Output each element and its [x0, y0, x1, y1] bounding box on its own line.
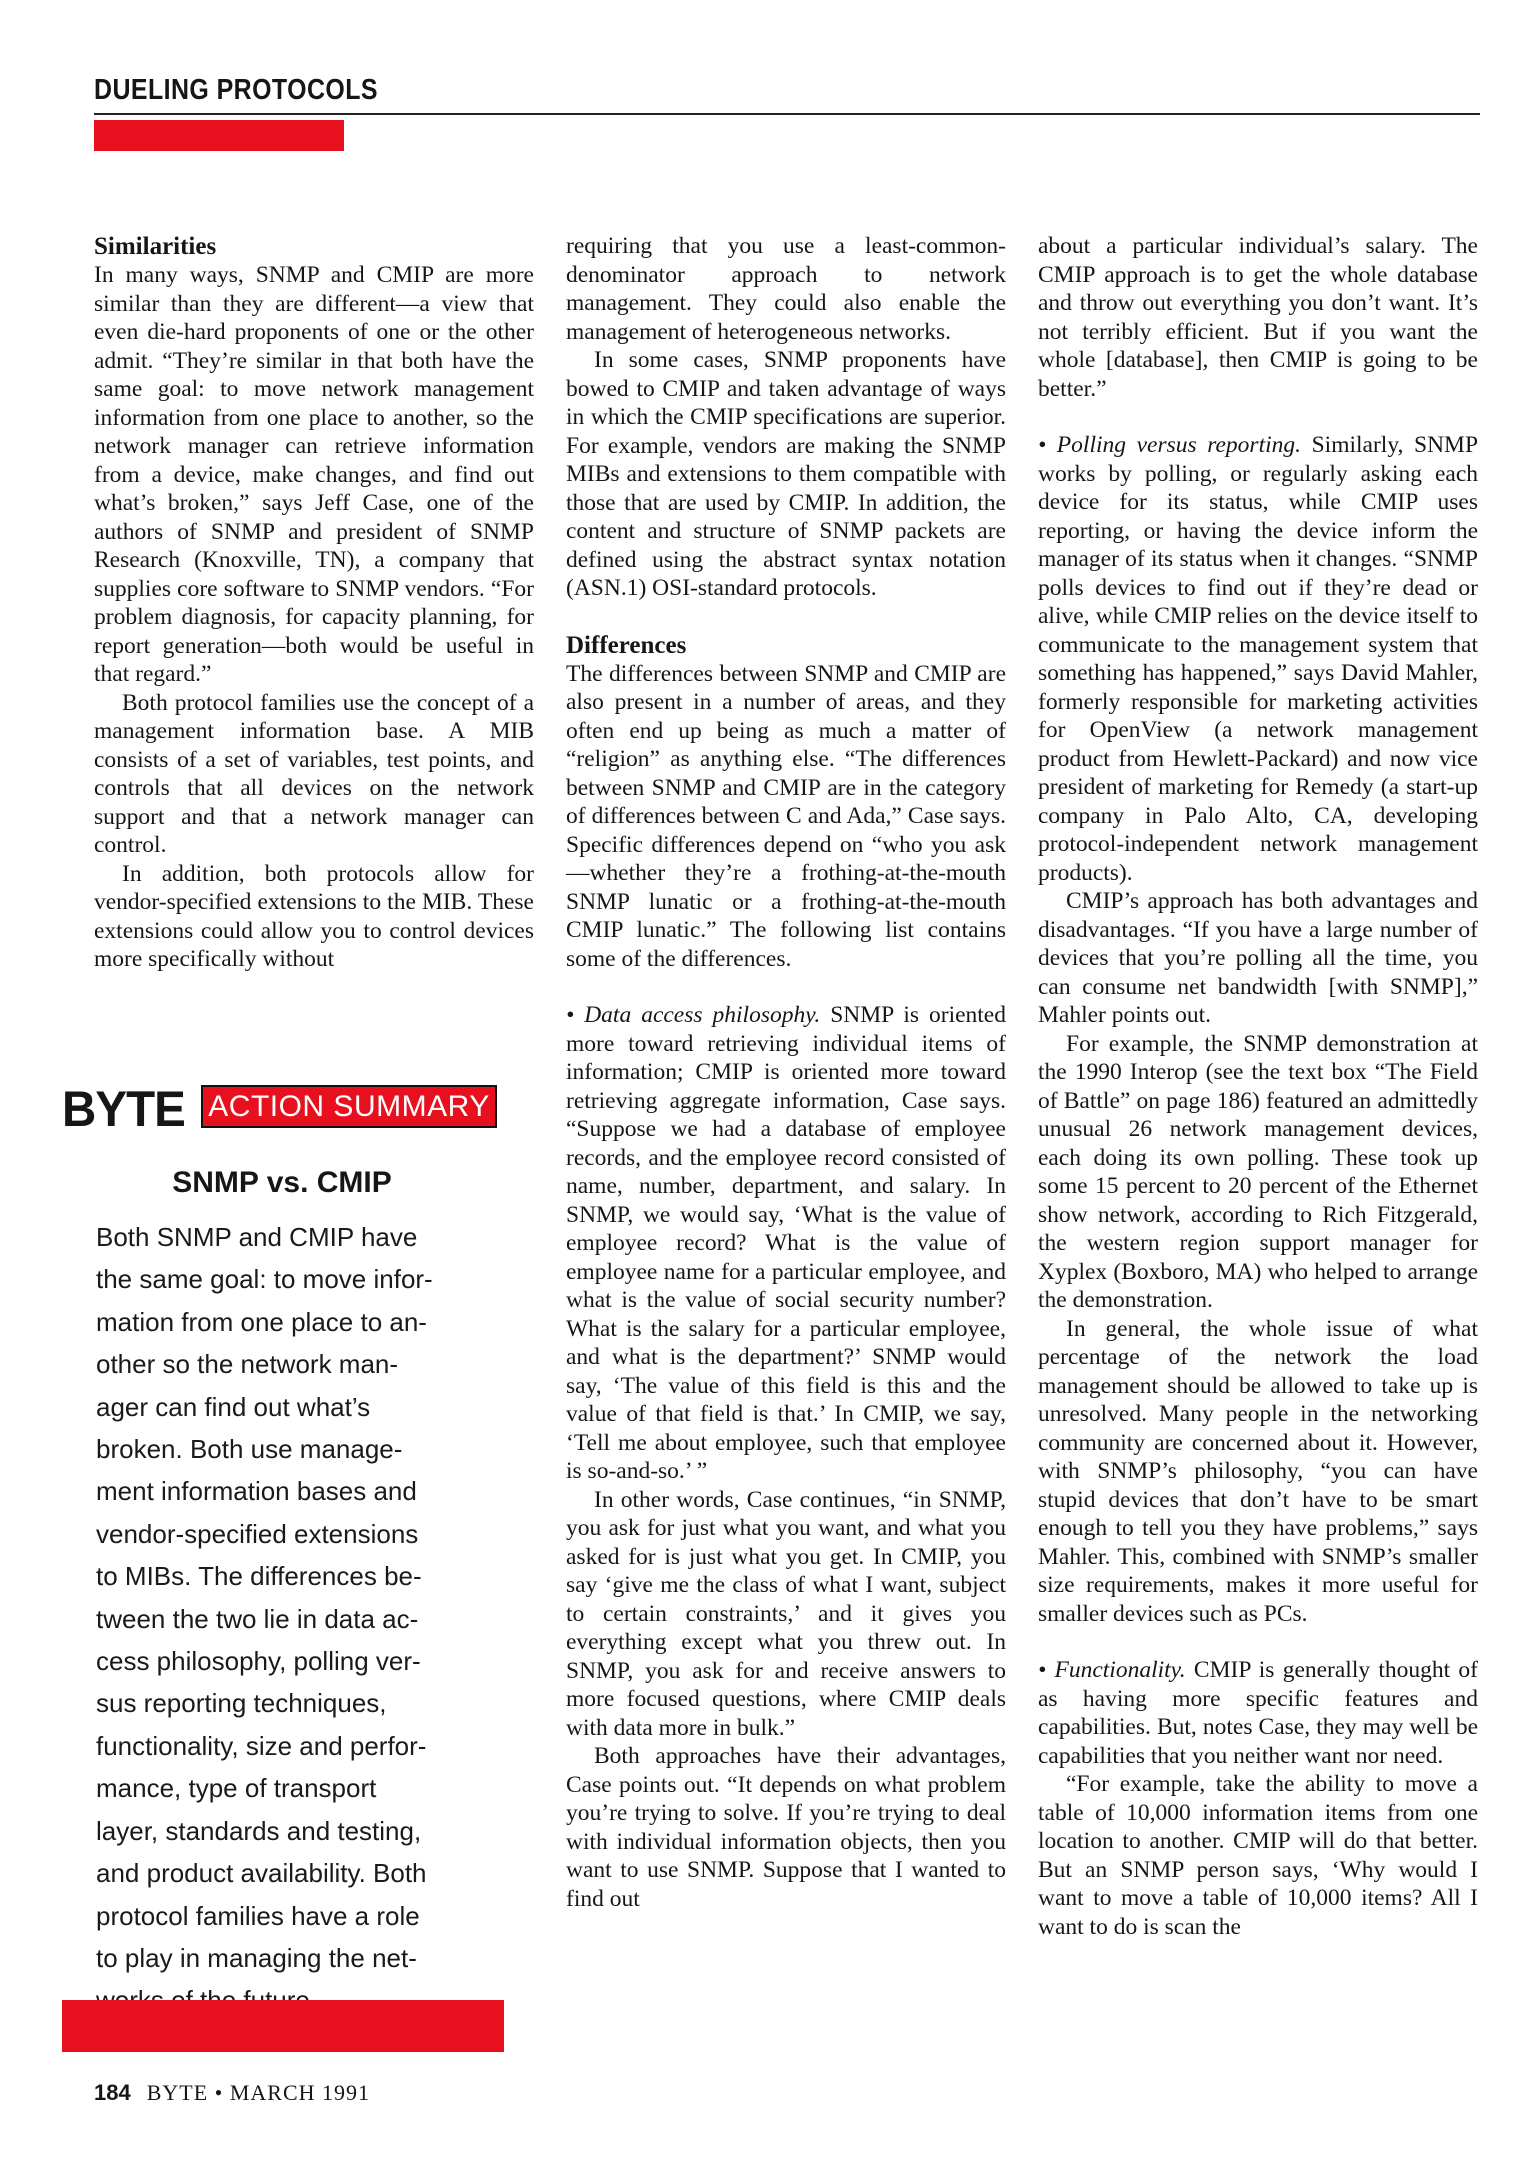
summary-line: other so the network man- [96, 1349, 399, 1380]
summary-line: ment information bases and [96, 1476, 417, 1507]
summary-line: ager can find out what’s [96, 1391, 371, 1422]
summary-line: protocol families have a role [96, 1900, 420, 1931]
paragraph: For example, the SNMP demonstration at the 1990 Interop (see the text box “The Field of Battle” on page 186) featured an admittedly unusual 26 network management devices, each doing its own polling. These took up some 15 percent to 20 percent of the Ethernet show network, according to Rich Fitzgerald, the western region support manager for Xyplex (Boxboro, MA) who helped to arrange the demonstration. [1038, 1030, 1478, 1313]
paragraph-text: Similarly, SNMP works by polling, or regularly asking each device for its status, while CMIP uses reporting, or having the device inform the manager of its status when it changes. “SNMP polls devices to find out if they’re dead or alive, while CMIP relies on the device itself to communicate to the management system that something has happened,” says David Mahler, formerly responsible for marketing activities for OpenView (a network management product from Hewlett-Packard) and now vice president of marketing for Remedy (a start-up company in Palo Alto, CA, developing protocol-independent network management products). [1038, 432, 1479, 886]
summary-line: to MIBs. The differences be- [96, 1561, 422, 1592]
footer-text: BYTE • MARCH 1991 [146, 2080, 371, 2105]
summary-line: vendor-specified extensions [96, 1518, 419, 1549]
paragraph: In other words, Case continues, “in SNMP, you ask for just what you want, and what you asked for is just what you get. In CMIP, you say ‘give me the class of what I want, subject to certain constraints,’ and it gives you everything except what you threw out. In SNMP, you ask for and receive answers to more focused questions, where CMIP deals with data more in bulk.” [566, 1486, 1006, 1741]
header-red-bar [94, 120, 344, 151]
summary-line: and product availability. Both [96, 1858, 427, 1889]
summary-line: functionality, size and perfor- [96, 1730, 427, 1761]
paragraph: requiring that you use a least-common-denominator approach to network management. They could also enable the management of heterogeneous networks. [566, 233, 1006, 345]
run-in-heading: • Polling versus reporting. [1038, 432, 1302, 458]
byte-logo: BYTE [62, 1081, 185, 1137]
run-in-heading: • Functionality. [1038, 1657, 1186, 1683]
summary-red-bar [62, 2000, 504, 2052]
paragraph-text: SNMP is oriented more toward retrieving individual items of information; CMIP is oriented more toward retrieving aggregate information, Case says. “Suppose we had a database of employee records, and the employee record consisted of name, number, department, and salary. In SNMP, we would say, ‘What is the value of employee record? What is the value of employee name for a particular employee, and what is the value of social security number? What is the salary for a particular employee, and what is the department?’ SNMP would say, ‘The value of this field is this and the value of that field is that.’ In CMIP, we say, ‘Tell me about employee, such that employee is so-and-so.’ ” [566, 1002, 1006, 1484]
paragraph: In some cases, SNMP proponents have bowed to CMIP and taken advantage of ways in which the CMIP specifications are superior. For example, vendors are making the SNMP MIBs and extensions to them compatible with those that are used by CMIP. In addition, the content and structure of SNMP packets are defined using the abstract syntax notation (ASN.1) OSI-standard protocols. [566, 347, 1006, 601]
summary-line: layer, standards and testing, [96, 1815, 422, 1846]
paragraph: In addition, both protocols allow for vendor-specified extensions to the MIB. These extensions could allow you to control devices more specifically without [94, 860, 534, 972]
paragraph-polling [1038, 431, 1478, 887]
summary-line: mance, type of transport [96, 1773, 377, 1804]
paragraph-functionality [1038, 1656, 1478, 1770]
paragraph: Both approaches have their advantages, Case points out. “It depends on what problem you’re trying to solve. If you’re trying to deal with individual information objects, then you want to use SNMP. Suppose that I wanted to find out [566, 1743, 1006, 1912]
paragraph: “For example, take the ability to move a table of 10,000 information items from one location to another. CMIP will do that better. But an SNMP person says, ‘Why would I want to move a table of 10,000 items? All I want to do is scan the [1038, 1771, 1478, 1940]
run-in-heading: • Data access philosophy. [566, 1002, 821, 1028]
paragraph: In general, the whole issue of what percentage of the network the load management should be allowed to take up is unresolved. Many people in the networking community are concerned about it. However, with SNMP’s philosophy, “you can have stupid devices that don’t have to be smart enough to tell you they have problems,” says Mahler. This, combined with SNMP’s smaller size requirements, makes it more useful for smaller devices such as PCs. [1038, 1315, 1478, 1627]
summary-line: to play in managing the net- [96, 1942, 417, 1973]
paragraph: In many ways, SNMP and CMIP are more similar than they are different—a view that even die-hard proponents of one or the other admit. “They’re similar in that both have the same goal: to move network management information from one place to another, so the network manager can retrieve information from a device, make changes, and find out what’s broken,” says Jeff Case, one of the authors of SNMP and president of SNMP Research (Knoxville, TN), a company that supplies core software to SNMP vendors. “For problem diagnosis, for capacity planning, for report generation—both would be useful in that regard.” [94, 262, 534, 687]
summary-line: broken. Both use manage- [96, 1434, 403, 1465]
summary-line: mation from one place to an- [96, 1306, 427, 1337]
paragraph-data-access [566, 1001, 1006, 1486]
action-summary-tag: ACTION SUMMARY [201, 1085, 497, 1128]
header-rule [94, 113, 1480, 115]
heading-similarities: Similarities [94, 233, 217, 260]
paragraph: The differences between SNMP and CMIP are also present in a number of areas, and they often end up being as much a matter of “religion” as anything else. “The differences between SNMP and CMIP are in the category of differences between C and Ada,” Case says. Specific differences depend on “who you ask—whether they’re a frothing-at-the-mouth SNMP lunatic or a frothing-at-the-mouth CMIP lunatic.” The following list contains some of the differences. [566, 660, 1006, 972]
page-footer [94, 2080, 370, 2106]
paragraph: about a particular individual’s salary. The CMIP approach is to get the whole database and throw out everything you don’t want. It’s not terribly efficient. But if you want the whole [database], then CMIP is going to be better.” [1038, 233, 1478, 402]
paragraph-text: CMIP is generally thought of as having more specific features and capabilities. But, notes Case, they may well be capabilities that you neither want nor need. [1038, 1657, 1478, 1769]
summary-line: Both SNMP and CMIP have [96, 1222, 418, 1252]
article-column-3 [1038, 232, 1478, 1941]
paragraph: Both protocol families use the concept of a management information base. A MIB consists of a set of variables, test points, and controls that all devices on the network support and that a network manager can control. [94, 689, 534, 858]
heading-differences: Differences [566, 631, 687, 659]
section-header-title: DUELING PROTOCOLS [94, 74, 378, 106]
page-number: 184 [94, 2080, 131, 2105]
paragraph: CMIP’s approach has both advantages and disadvantages. “If you have a large number of devices that you’re polling all the time, you can consume net bandwidth [with SNMP],” Mahler points out. [1038, 888, 1478, 1028]
action-summary-body [96, 1216, 476, 2022]
summary-line: tween the two lie in data ac- [96, 1603, 419, 1634]
article-column-1 [94, 232, 534, 974]
summary-line: cess philosophy, polling ver- [96, 1646, 421, 1677]
article-column-2 [566, 232, 1006, 1913]
summary-line: sus reporting techniques, [96, 1688, 387, 1719]
action-summary-title: SNMP vs. CMIP [172, 1166, 392, 1199]
summary-line: the same goal: to move infor- [96, 1264, 433, 1295]
